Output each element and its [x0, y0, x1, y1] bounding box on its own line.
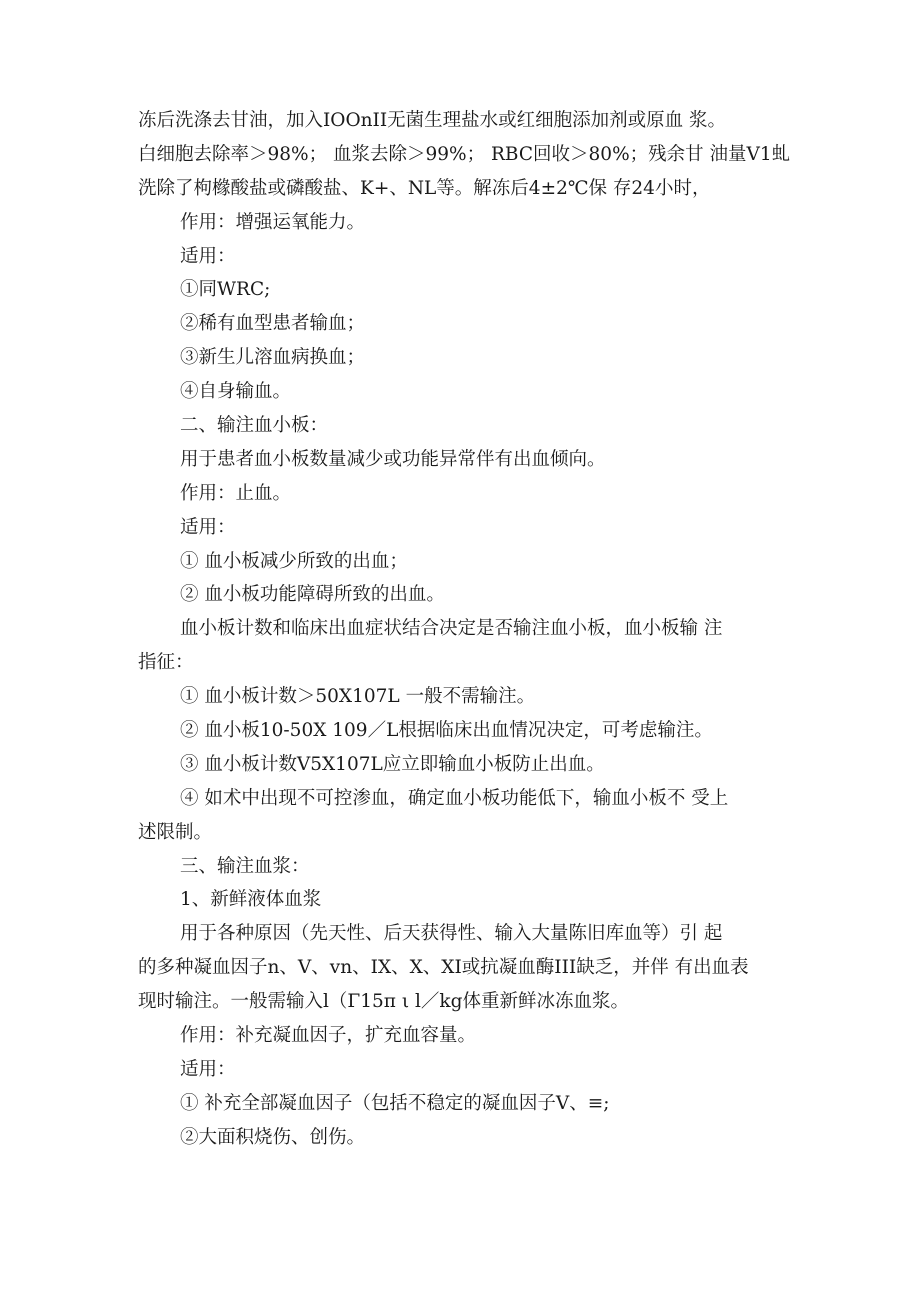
- text-line: ② 血小板10-50X 109／L根据临床出血情况决定，可考虑输注。: [180, 720, 713, 742]
- text-line: 适用：: [180, 1058, 236, 1080]
- text-line: 作用：补充凝血因子，扩充血容量。: [180, 1025, 477, 1047]
- text-line: 作用：止血。: [180, 482, 292, 504]
- text-line: 血小板计数和临床出血症状结合决定是否输注血小板，血小板输 注: [180, 618, 723, 640]
- text-line: 述限制。: [138, 821, 213, 843]
- text-line: 现时输注。一般需输入l（Γ15π ι l／kg体重新鲜冰冻血浆。: [138, 991, 629, 1013]
- text-line: ① 血小板减少所致的出血；: [180, 550, 408, 572]
- text-line: ④自身输血。: [180, 381, 292, 403]
- text-line: 用于患者血小板数量减少或功能异常伴有出血倾向。: [180, 448, 606, 470]
- text-line: ② 血小板功能障碍所致的出血。: [180, 584, 445, 606]
- text-line: 的多种凝血因子n、V、vn、IX、X、XI或抗凝血酶III缺乏，并伴 有出血表: [138, 957, 749, 979]
- text-line: 洗除了枸橼酸盐或磷酸盐、K+、NL等。解冻后4±2℃保 存24小时，: [138, 177, 711, 199]
- text-line: 1、新鲜液体血浆: [180, 889, 322, 911]
- document-body: [138, 104, 791, 1155]
- text-line: 作用：增强运氧能力。: [180, 211, 366, 233]
- text-line: ① 血小板计数＞50X107L 一般不需输注。: [180, 686, 536, 708]
- text-line: 指征：: [138, 652, 194, 674]
- text-line: ②稀有血型患者输血；: [180, 313, 366, 335]
- text-line: ③新生儿溶血病换血；: [180, 347, 366, 369]
- text-line: 用于各种原因（先天性、后天获得性、输入大量陈旧库血等）引 起: [180, 923, 723, 945]
- text-line: ③ 血小板计数V5X107L应立即输血小板防止出血。: [180, 753, 605, 775]
- text-line: 三、输注血浆：: [180, 855, 310, 877]
- text-line: 白细胞去除率＞98%； 血浆去除＞99%； RBC回收＞80%；残余甘 油量V1虬: [138, 143, 791, 165]
- text-line: ① 补充全部凝血因子（包括不稳定的凝血因子V、≡;: [180, 1092, 610, 1114]
- text-line: 适用：: [180, 245, 236, 267]
- text-line: 适用：: [180, 516, 236, 538]
- text-line: ①同WRC;: [180, 279, 271, 301]
- text-line: ②大面积烧伤、创伤。: [180, 1126, 366, 1148]
- text-line: 冻后洗涤去甘油，加入IOOnII无菌生理盐水或红细胞添加剂或原血 浆。: [138, 110, 727, 131]
- text-line: 二、输注血小板：: [180, 415, 329, 437]
- text-line: ④ 如术中出现不可控渗血，确定血小板功能低下，输血小板不 受上: [180, 787, 729, 809]
